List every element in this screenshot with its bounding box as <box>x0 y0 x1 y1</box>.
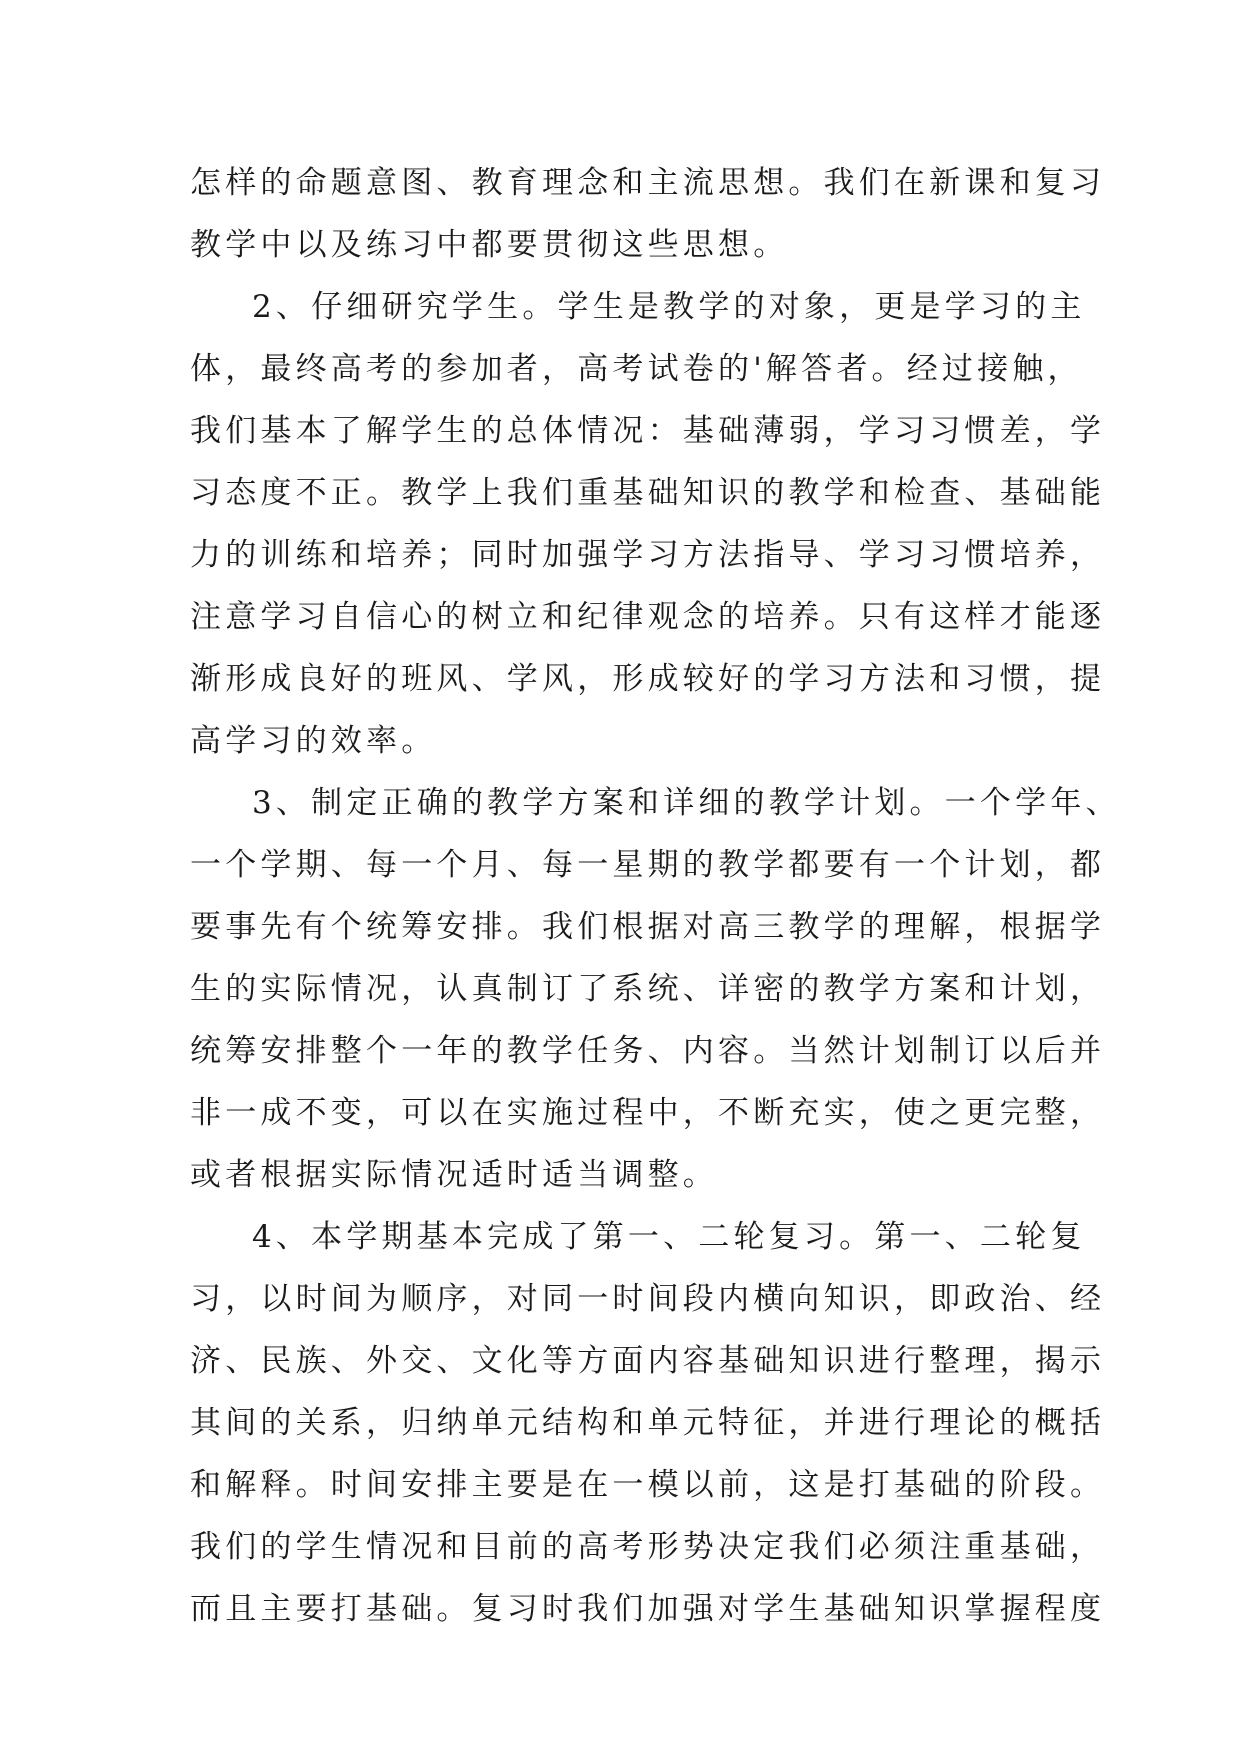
paragraph-start-line: 4、本学期基本完成了第一、二轮复习。第一、二轮复 <box>252 1219 1086 1255</box>
text-line: 习，以时间为顺序，对同一时间段内横向知识，即政治、经 <box>190 1281 1106 1317</box>
text-line: 我们的学生情况和目前的高考形势决定我们必须注重基础， <box>190 1529 1106 1565</box>
text-line: 而且主要打基础。复习时我们加强对学生基础知识掌握程度 <box>190 1591 1106 1627</box>
text-line: 教学中以及练习中都要贯彻这些思想。 <box>190 227 789 263</box>
text-line: 和解释。时间安排主要是在一模以前，这是打基础的阶段。 <box>190 1467 1106 1503</box>
text-line: 高学习的效率。 <box>190 723 437 759</box>
text-line: 力的训练和培养；同时加强学习方法指导、学习习惯培养， <box>190 537 1106 573</box>
text-line: 一个学期、每一个月、每一星期的教学都要有一个计划，都 <box>190 847 1106 883</box>
text-line: 注意学习自信心的树立和纪律观念的培养。只有这样才能逐 <box>190 599 1106 635</box>
text-line: 统筹安排整个一年的教学任务、内容。当然计划制订以后并 <box>190 1033 1106 1069</box>
text-line: 习态度不正。教学上我们重基础知识的教学和检查、基础能 <box>190 475 1106 511</box>
document-body <box>190 152 1121 1640</box>
text-line: 要事先有个统筹安排。我们根据对高三教学的理解，根据学 <box>190 909 1106 945</box>
text-line: 或者根据实际情况适时适当调整。 <box>190 1157 718 1193</box>
text-line: 济、民族、外交、文化等方面内容基础知识进行整理，揭示 <box>190 1343 1106 1379</box>
text-line: 渐形成良好的班风、学风，形成较好的学习方法和习惯，提 <box>190 661 1106 697</box>
text-line: 我们基本了解学生的总体情况：基础薄弱，学习习惯差，学 <box>190 413 1106 449</box>
text-line: 体，最终高考的参加者，高考试卷的'解答者。经过接触， <box>190 351 1083 387</box>
paragraph-start-line: 3、制定正确的教学方案和详细的教学计划。一个学年、 <box>252 785 1121 821</box>
paragraph-start-line: 2、仔细研究学生。学生是教学的对象，更是学习的主 <box>252 289 1086 325</box>
text-line: 非一成不变，可以在实施过程中，不断充实，使之更完整， <box>190 1095 1106 1131</box>
text-line: 其间的关系，归纳单元结构和单元特征，并进行理论的概括 <box>190 1405 1106 1441</box>
text-line: 生的实际情况，认真制订了系统、详密的教学方案和计划， <box>190 971 1106 1007</box>
text-line: 怎样的命题意图、教育理念和主流思想。我们在新课和复习 <box>190 165 1106 201</box>
